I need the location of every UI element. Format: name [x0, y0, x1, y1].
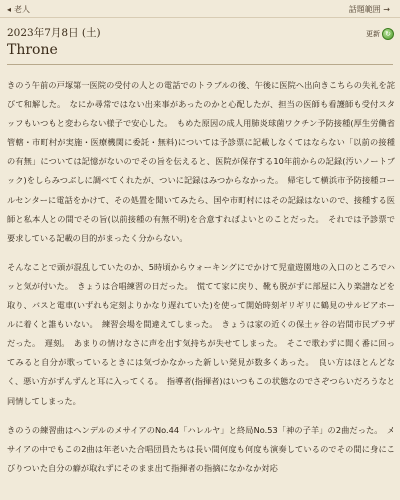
archive-link[interactable]: 話題範囲 →	[348, 5, 390, 14]
paragraph-1: きのう午前の戸塚第一医院の受付の人との電話でのトラブルの後、午後に医院へ出向きこちらの失礼を詫びて和解した。 なにか尋常ではない出来事があったのかと心配したが、担当の医師も看護師も受付スタッフもいつもと変わらない様子で安心した。 もめた原因の成人用肺炎球菌ワクチン予防接種(厚生労働省管轄・市町村が実施・医療機関に委託・無料)については予診票に記載しなくてはならない「以前の接種の有無」については記憶がないのでその旨を伝えると、医院が保存する10年前からの記録(汚いノートブック)をしらみつぶしに調べてくれたが、ついに記録はみつからなかった。 帰宅して横浜市予防接種コールセンターに電話をかけて、その処置を聞いてみたら、国や市町村にはその記録はないので、接種する医師と私本人との間でその旨(以前接種の有無不明)を合意すればよいとのことだった。 それでは予診票で要求している記載の目的がまったく分からない。	[7, 80, 395, 243]
top-navigation	[0, 0, 400, 18]
back-arrow-icon: ◂	[7, 5, 12, 14]
article-body	[7, 76, 395, 488]
back-link-label: 老人	[14, 5, 31, 14]
entry-date: 2023年7月8日 (土)	[7, 27, 101, 39]
title-divider	[7, 64, 393, 65]
update-label: 更新	[366, 30, 380, 38]
paragraph-3: きのうの練習曲はヘンデルのメサイアのNo.44「ハレルヤ」と終局No.53「神の子羊」の2曲だった。 メサイアの中でもこの2曲は年老いた合唱団員たちは長い間何度も何度も演奏しているのでその間に身にこびりついた自分の癖が取れずにそのまま出て指揮者の指摘になかなか対応	[7, 424, 395, 473]
entry-title: Throne	[7, 42, 58, 58]
paragraph-2: そんなことで頭が混乱していたのか、5時頃からウォーキングにでかけて児童遊園地の入口のところでハッと気が付いた。 きょうは合唱練習の日だった。 慌てて家に戻り、靴も脱がずに部屋に入り楽譜などを取り、バスと電車(いずれも定刻よりかなり遅れていた)を使って開始時刻ギリギリに鶴見のサルビアホールに着くと誰もいない。 練習会場を間違えてしまった。 きょうは家の近くの保土ヶ谷の岩間市民プラザだった。 遅刻。 あまりの情けなさに声を出す気持ちが失せてしまった。 そこで歌わずに聞く番に回ってみると自分が歌っているときには気づかなかった新しい発見が数多くあった。 良い方はほとんどなく、悪い方がずんずんと耳に入ってくる。 指導者(指揮者)はいつもこの状態なのでさぞつらいだろうなと同情してしまった。	[7, 261, 395, 406]
update-button[interactable]	[366, 28, 394, 40]
refresh-icon: ↻	[382, 28, 394, 40]
top-divider	[0, 17, 400, 18]
back-link[interactable]	[7, 4, 30, 15]
